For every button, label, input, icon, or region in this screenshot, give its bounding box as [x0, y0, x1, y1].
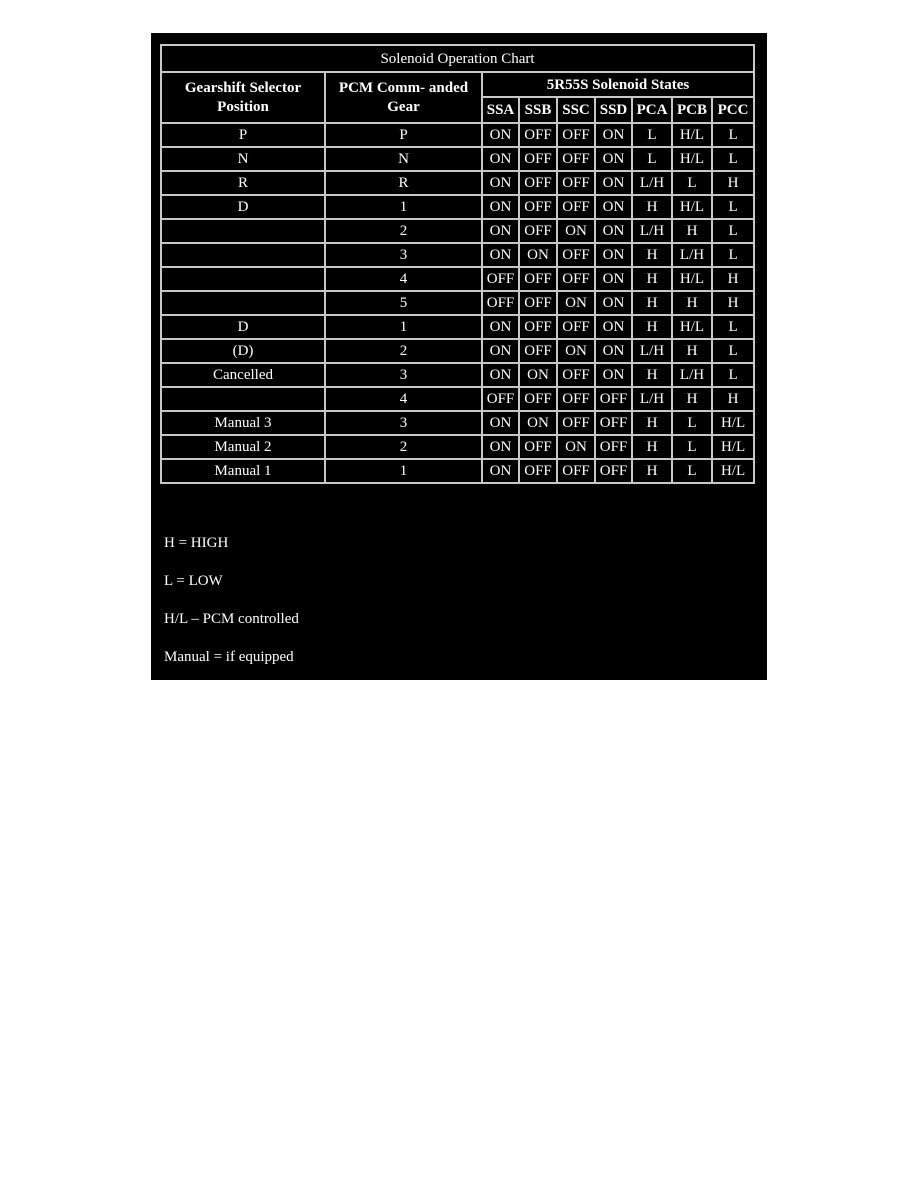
- cell-pcb: L: [672, 459, 712, 483]
- cell-gear: 4: [325, 267, 482, 291]
- table-row: [161, 147, 754, 171]
- cell-pcc: L: [712, 219, 754, 243]
- cell-pca: L: [632, 123, 672, 147]
- header-ssc: SSC: [557, 97, 595, 123]
- cell-pcb: H/L: [672, 267, 712, 291]
- cell-ssb: OFF: [519, 387, 557, 411]
- cell-ssc: OFF: [557, 147, 595, 171]
- cell-gear: 2: [325, 435, 482, 459]
- cell-gear: 2: [325, 339, 482, 363]
- cell-position: Manual 1: [161, 459, 325, 483]
- header-solenoid-states: 5R55S Solenoid States: [482, 72, 754, 97]
- cell-gear: 1: [325, 195, 482, 219]
- cell-pca: H: [632, 243, 672, 267]
- cell-ssc: OFF: [557, 315, 595, 339]
- cell-pcb: H/L: [672, 315, 712, 339]
- cell-position: [161, 243, 325, 267]
- cell-ssb: ON: [519, 363, 557, 387]
- cell-pcb: H/L: [672, 123, 712, 147]
- cell-ssb: OFF: [519, 315, 557, 339]
- table-body: [161, 123, 754, 483]
- cell-pca: H: [632, 459, 672, 483]
- cell-pcb: L: [672, 435, 712, 459]
- cell-pcc: L: [712, 243, 754, 267]
- cell-ssa: OFF: [482, 291, 519, 315]
- cell-position: Manual 3: [161, 411, 325, 435]
- cell-pca: H: [632, 267, 672, 291]
- cell-gear: N: [325, 147, 482, 171]
- cell-gear: 3: [325, 411, 482, 435]
- cell-ssc: OFF: [557, 459, 595, 483]
- cell-ssa: ON: [482, 315, 519, 339]
- cell-ssd: OFF: [595, 387, 632, 411]
- header-pcc: PCC: [712, 97, 754, 123]
- table-row: [161, 195, 754, 219]
- table-row: [161, 267, 754, 291]
- cell-gear: R: [325, 171, 482, 195]
- cell-gear: 1: [325, 459, 482, 483]
- cell-ssd: ON: [595, 243, 632, 267]
- table-title: Solenoid Operation Chart: [161, 45, 754, 72]
- cell-ssc: OFF: [557, 363, 595, 387]
- cell-position: [161, 267, 325, 291]
- cell-pca: H: [632, 435, 672, 459]
- cell-pcb: H: [672, 387, 712, 411]
- cell-pcc: L: [712, 363, 754, 387]
- cell-ssc: OFF: [557, 171, 595, 195]
- cell-ssa: ON: [482, 123, 519, 147]
- table-row: [161, 243, 754, 267]
- cell-ssa: ON: [482, 147, 519, 171]
- table-row: [161, 315, 754, 339]
- cell-pca: H: [632, 411, 672, 435]
- cell-position: [161, 219, 325, 243]
- cell-ssa: OFF: [482, 267, 519, 291]
- cell-ssb: OFF: [519, 267, 557, 291]
- cell-ssd: ON: [595, 267, 632, 291]
- cell-ssb: OFF: [519, 435, 557, 459]
- table-row: [161, 459, 754, 483]
- header-pcb: PCB: [672, 97, 712, 123]
- cell-pcb: H/L: [672, 147, 712, 171]
- cell-pca: H: [632, 291, 672, 315]
- header-pcm-gear: PCM Comm- anded Gear: [325, 72, 482, 123]
- cell-pcb: H/L: [672, 195, 712, 219]
- cell-ssa: ON: [482, 219, 519, 243]
- cell-ssa: ON: [482, 435, 519, 459]
- cell-ssc: OFF: [557, 243, 595, 267]
- cell-pcc: H/L: [712, 459, 754, 483]
- legend-high: H = HIGH: [164, 535, 229, 551]
- table-row: [161, 291, 754, 315]
- cell-pcc: L: [712, 339, 754, 363]
- table-row: [161, 171, 754, 195]
- cell-ssb: OFF: [519, 147, 557, 171]
- cell-ssb: OFF: [519, 171, 557, 195]
- table-row: [161, 387, 754, 411]
- cell-gear: 2: [325, 219, 482, 243]
- cell-position: [161, 387, 325, 411]
- cell-gear: 3: [325, 243, 482, 267]
- cell-ssc: OFF: [557, 267, 595, 291]
- table-row: [161, 219, 754, 243]
- cell-pcc: L: [712, 147, 754, 171]
- cell-ssc: OFF: [557, 387, 595, 411]
- cell-pcc: H: [712, 387, 754, 411]
- cell-pcc: L: [712, 123, 754, 147]
- cell-ssa: ON: [482, 243, 519, 267]
- cell-ssa: ON: [482, 363, 519, 387]
- cell-ssd: OFF: [595, 411, 632, 435]
- cell-ssd: OFF: [595, 435, 632, 459]
- cell-ssd: ON: [595, 315, 632, 339]
- cell-position: P: [161, 123, 325, 147]
- cell-ssb: OFF: [519, 123, 557, 147]
- cell-position: N: [161, 147, 325, 171]
- cell-pca: L: [632, 147, 672, 171]
- cell-pca: L/H: [632, 171, 672, 195]
- cell-pcb: L: [672, 411, 712, 435]
- cell-ssd: ON: [595, 363, 632, 387]
- cell-ssc: OFF: [557, 123, 595, 147]
- cell-pcb: L/H: [672, 243, 712, 267]
- cell-ssb: OFF: [519, 339, 557, 363]
- cell-position: R: [161, 171, 325, 195]
- cell-ssc: OFF: [557, 411, 595, 435]
- cell-ssd: ON: [595, 147, 632, 171]
- cell-ssd: ON: [595, 195, 632, 219]
- cell-position: [161, 291, 325, 315]
- cell-pcc: H: [712, 291, 754, 315]
- cell-ssc: ON: [557, 339, 595, 363]
- cell-ssa: OFF: [482, 387, 519, 411]
- cell-position: D: [161, 315, 325, 339]
- cell-pcc: H: [712, 171, 754, 195]
- cell-pcb: H: [672, 291, 712, 315]
- solenoid-chart-panel: [151, 33, 767, 680]
- cell-pca: H: [632, 363, 672, 387]
- cell-ssc: ON: [557, 219, 595, 243]
- cell-position: (D): [161, 339, 325, 363]
- cell-position: D: [161, 195, 325, 219]
- cell-pca: H: [632, 315, 672, 339]
- cell-pca: L/H: [632, 339, 672, 363]
- header-pca: PCA: [632, 97, 672, 123]
- table-row: [161, 411, 754, 435]
- cell-ssa: ON: [482, 339, 519, 363]
- cell-ssa: ON: [482, 195, 519, 219]
- cell-ssb: ON: [519, 243, 557, 267]
- legend-manual: Manual = if equipped: [164, 649, 294, 665]
- cell-ssd: OFF: [595, 459, 632, 483]
- cell-pca: L/H: [632, 219, 672, 243]
- cell-ssd: ON: [595, 123, 632, 147]
- header-gearshift-position: Gearshift Selector Position: [161, 72, 325, 123]
- cell-pcc: H/L: [712, 411, 754, 435]
- cell-position: Cancelled: [161, 363, 325, 387]
- cell-position: Manual 2: [161, 435, 325, 459]
- cell-ssc: ON: [557, 291, 595, 315]
- header-ssb: SSB: [519, 97, 557, 123]
- cell-pcc: L: [712, 195, 754, 219]
- cell-gear: P: [325, 123, 482, 147]
- cell-ssa: ON: [482, 411, 519, 435]
- legend-low: L = LOW: [164, 573, 223, 589]
- cell-gear: 1: [325, 315, 482, 339]
- cell-pcb: H: [672, 219, 712, 243]
- header-ssa: SSA: [482, 97, 519, 123]
- header-ssd: SSD: [595, 97, 632, 123]
- cell-pcb: L: [672, 171, 712, 195]
- cell-ssd: ON: [595, 171, 632, 195]
- cell-ssb: OFF: [519, 195, 557, 219]
- table-row: [161, 435, 754, 459]
- cell-pca: L/H: [632, 387, 672, 411]
- cell-ssa: ON: [482, 459, 519, 483]
- cell-ssb: ON: [519, 411, 557, 435]
- table-row: [161, 363, 754, 387]
- table-row: [161, 339, 754, 363]
- cell-pcb: H: [672, 339, 712, 363]
- cell-ssc: OFF: [557, 195, 595, 219]
- cell-ssb: OFF: [519, 459, 557, 483]
- cell-gear: 5: [325, 291, 482, 315]
- cell-pcc: L: [712, 315, 754, 339]
- cell-ssb: OFF: [519, 219, 557, 243]
- legend-pcm-controlled: H/L – PCM controlled: [164, 611, 299, 627]
- cell-ssa: ON: [482, 171, 519, 195]
- cell-ssb: OFF: [519, 291, 557, 315]
- cell-gear: 4: [325, 387, 482, 411]
- solenoid-operation-table: [160, 44, 755, 484]
- cell-pcc: H: [712, 267, 754, 291]
- table-row: [161, 123, 754, 147]
- cell-pca: H: [632, 195, 672, 219]
- cell-pcc: H/L: [712, 435, 754, 459]
- cell-ssd: ON: [595, 339, 632, 363]
- cell-ssc: ON: [557, 435, 595, 459]
- cell-gear: 3: [325, 363, 482, 387]
- cell-ssd: ON: [595, 291, 632, 315]
- cell-pcb: L/H: [672, 363, 712, 387]
- cell-ssd: ON: [595, 219, 632, 243]
